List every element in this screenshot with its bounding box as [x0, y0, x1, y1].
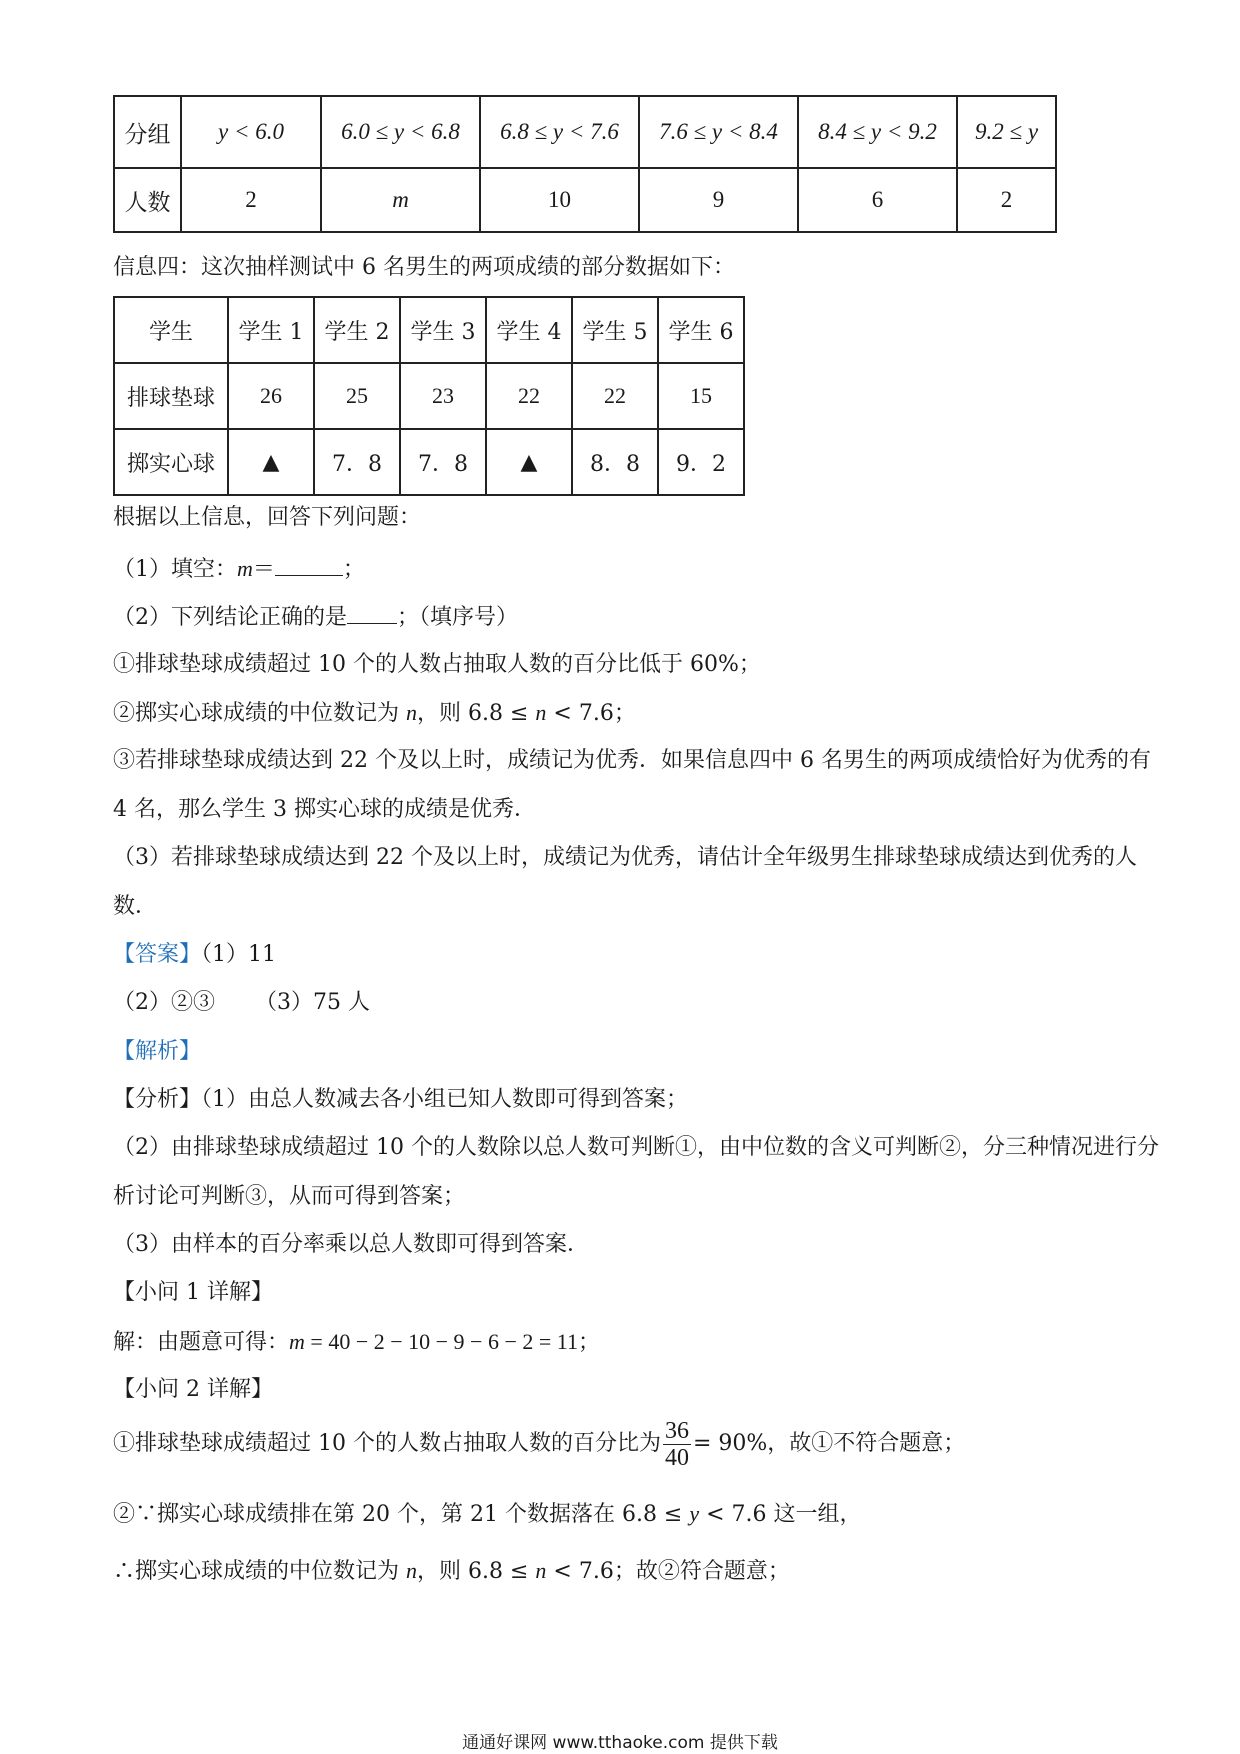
- header-cell: 6.0 ≤ y < 6.8: [321, 96, 480, 168]
- header-cell: 学生 3: [400, 297, 486, 363]
- header-cell: 分组: [114, 96, 181, 168]
- footer-watermark: 通通好课网 www.tthaoke.com 提供下载: [462, 1733, 778, 1753]
- fenxi-line-2b: 析讨论可判断③，从而可得到答案；: [113, 1184, 466, 1209]
- header-cell: 学生 5: [572, 297, 658, 363]
- fenxi-line-1: 【分析】（1）由总人数减去各小组已知人数即可得到答案；: [113, 1087, 689, 1112]
- header-cell: 6.8 ≤ y < 7.6: [480, 96, 639, 168]
- solution-2: ①排球垫球成绩超过 10 个的人数占抽取人数的百分比为 $\frac{36}{40}$ = 90%，故①不符合题意；: [113, 1417, 966, 1471]
- student-scores-table: [113, 296, 745, 496]
- fraction: $\frac{36}{40}$: [664, 1417, 689, 1471]
- score-cell: 22: [486, 363, 572, 429]
- sub-heading-2: 【小问 2 详解】: [113, 1377, 273, 1402]
- score-cell: 8．8: [572, 429, 658, 495]
- solution-4: ∴掷实心球成绩的中位数记为 n，则 6.8 ≤ n < 7.6；故②符合题意；: [113, 1558, 790, 1584]
- count-cell: 6: [798, 168, 957, 232]
- header-cell: y < 6.0: [181, 96, 321, 168]
- header-cell: 学生 1: [228, 297, 314, 363]
- count-cell: 10: [480, 168, 639, 232]
- solution-1: 解：由题意可得：m = 40 − 2 − 10 − 9 − 6 − 2 = 11；: [113, 1329, 600, 1355]
- answer-tag: 【答案】: [113, 942, 202, 967]
- info-four: 信息四：这次抽样测试中 6 名男生的两项成绩的部分数据如下：: [113, 255, 735, 280]
- conclusion-3a: ③若排球垫球成绩达到 22 个及以上时，成绩记为优秀．如果信息四中 6 名男生的两项成绩恰好为优秀的有: [113, 748, 1151, 773]
- header-cell: 学生 6: [658, 297, 744, 363]
- score-cell: 7．8: [314, 429, 400, 495]
- question-3a: （3）若排球垫球成绩达到 22 个及以上时，成绩记为优秀，请估计全年级男生排球垫球成绩达到优秀的人: [113, 845, 1137, 870]
- header-cell: 学生: [114, 297, 228, 363]
- count-cell: m: [321, 168, 480, 232]
- header-cell: 学生 4: [486, 297, 572, 363]
- triangle-icon: ▲: [486, 429, 572, 495]
- conclusion-2: ②掷实心球成绩的中位数记为 n，则 6.8 ≤ n < 7.6；: [113, 700, 636, 726]
- count-cell: 2: [957, 168, 1056, 232]
- score-cell: 22: [572, 363, 658, 429]
- conclusion-1: ①排球垫球成绩超过 10 个的人数占抽取人数的百分比低于 60%；: [113, 652, 761, 677]
- grouping-table: [113, 95, 1057, 233]
- header-cell: 7.6 ≤ y < 8.4: [639, 96, 798, 168]
- score-cell: 15: [658, 363, 744, 429]
- sub-heading-1: 【小问 1 详解】: [113, 1280, 273, 1305]
- score-cell: 7．8: [400, 429, 486, 495]
- conclusion-3b: 4 名，那么学生 3 掷实心球的成绩是优秀．: [113, 797, 536, 822]
- score-cell: 9．2: [658, 429, 744, 495]
- question-2: （2）下列结论正确的是 ；（填序号）: [113, 601, 518, 633]
- header-cell: 学生 2: [314, 297, 400, 363]
- fenxi-line-3: （3）由样本的百分率乘以总人数即可得到答案．: [113, 1232, 589, 1257]
- score-cell: 26: [228, 363, 314, 429]
- header-cell: 9.2 ≤ y: [957, 96, 1056, 168]
- score-cell: 23: [400, 363, 486, 429]
- triangle-icon: ▲: [228, 429, 314, 495]
- answer-line-1: 【答案】（1）11: [113, 942, 277, 967]
- analysis-tag: 【解析】: [113, 1039, 202, 1064]
- count-cell: 2: [181, 168, 321, 232]
- score-cell: 25: [314, 363, 400, 429]
- intro-line: 根据以上信息，回答下列问题：: [113, 505, 422, 530]
- row-label: 人数: [114, 168, 181, 232]
- count-cell: 9: [639, 168, 798, 232]
- solution-3: ②∵掷实心球成绩排在第 20 个，第 21 个数据落在 6.8 ≤ y < 7.6 这一组，: [113, 1501, 862, 1527]
- answer-blank: [275, 553, 343, 576]
- header-cell: 8.4 ≤ y < 9.2: [798, 96, 957, 168]
- row-label: 掷实心球: [114, 429, 228, 495]
- fenxi-line-2a: （2）由排球垫球成绩超过 10 个的人数除以总人数可判断①，由中位数的含义可判断②，分三种情况进行分: [113, 1135, 1159, 1160]
- answer-blank: [347, 601, 397, 624]
- question-3b: 数．: [113, 894, 158, 919]
- answer-line-2: （2）②③ （3）75 人: [113, 990, 370, 1015]
- row-label: 排球垫球: [114, 363, 228, 429]
- question-1: （1）填空：m＝ ；: [113, 553, 365, 585]
